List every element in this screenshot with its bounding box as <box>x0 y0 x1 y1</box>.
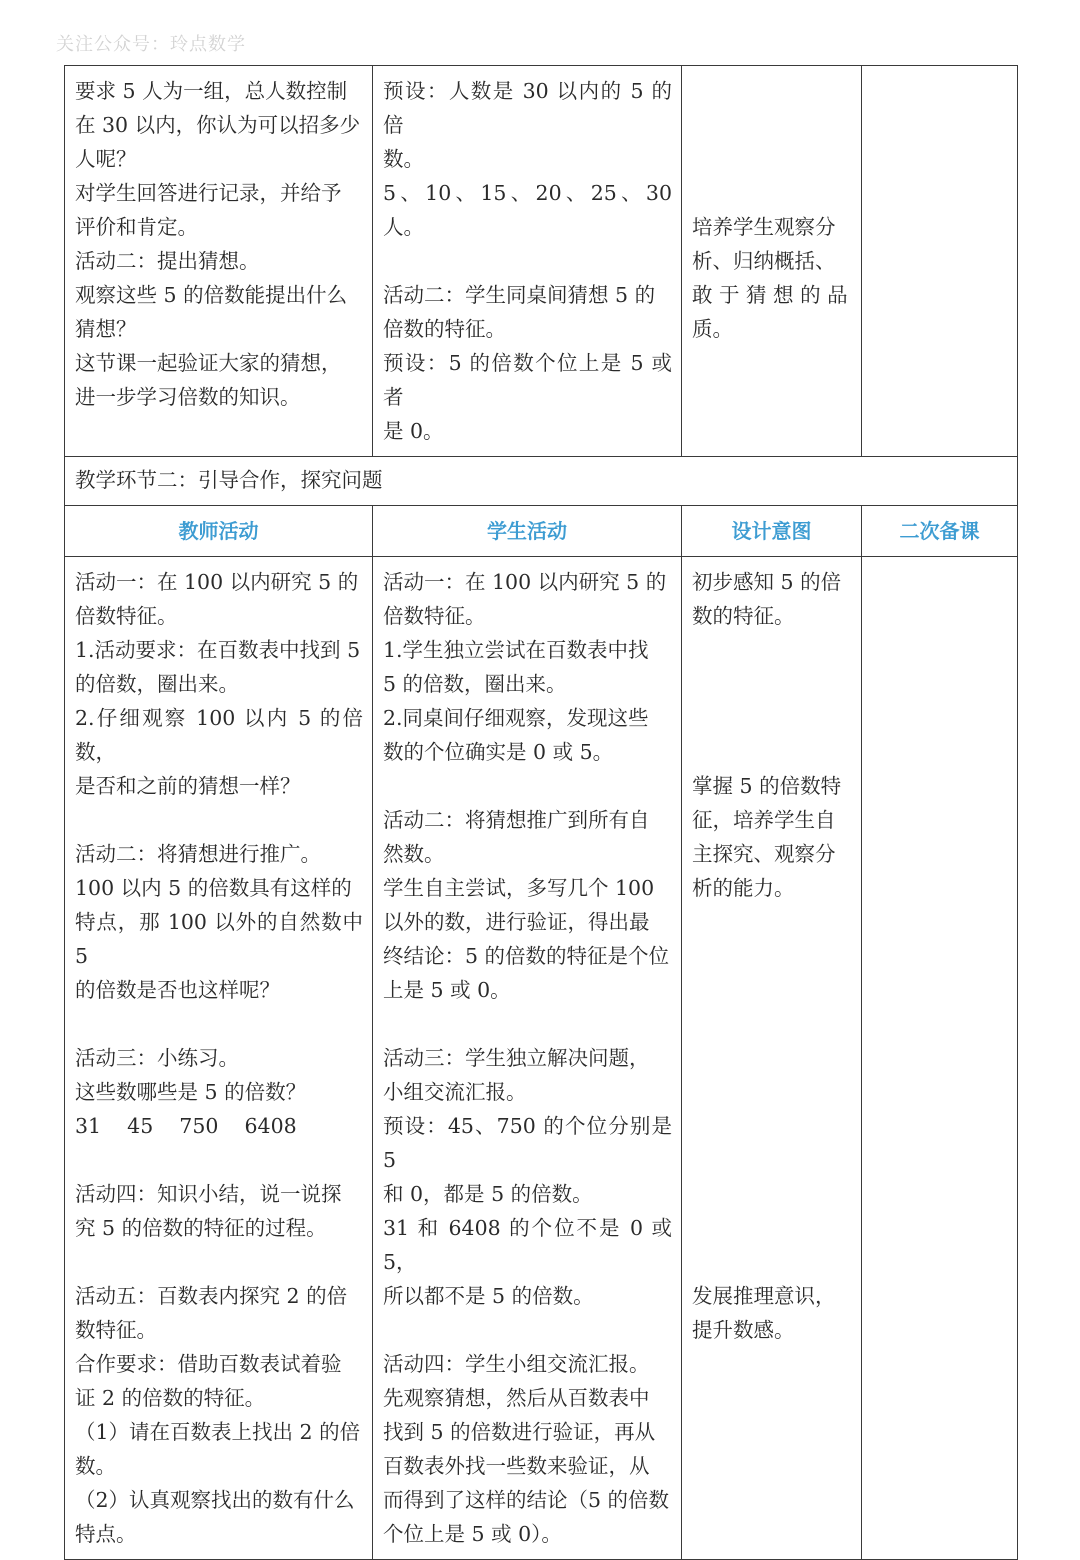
blank-line <box>75 1007 363 1041</box>
text-line: 的倍数，圈出来。 <box>75 672 239 696</box>
teacher-activity-cell <box>65 66 373 457</box>
text-line: 活动一：在 100 以内研究 5 的 <box>75 570 359 594</box>
design-intent-cell <box>682 66 862 457</box>
text-line: 终结论：5 的倍数的特征是个位 <box>383 944 670 968</box>
text-line: 而得到了这样的结论（5 的倍数 <box>383 1488 670 1512</box>
text-line: 预设：45、750 的个位分别是 5 <box>383 1114 679 1172</box>
text-line: 主探究、观察分 <box>692 842 836 866</box>
header-secondary-prep: 二次备课 <box>862 506 1018 557</box>
student-activity-cell <box>373 66 682 457</box>
blank-line <box>383 1007 672 1041</box>
text-line: 这节课一起验证大家的猜想， <box>75 351 342 375</box>
text-line: 是 0。 <box>383 419 444 443</box>
text-line: 所以都不是 5 的倍数。 <box>383 1284 594 1308</box>
text-line: 掌握 5 的倍数特 <box>692 774 842 798</box>
text-line: 证 2 的倍数的特征。 <box>75 1386 266 1410</box>
text-line: 析的能力。 <box>692 876 795 900</box>
watermark-text: 关注公众号：玲点数学 <box>56 34 246 55</box>
text-line: （1）请在百数表上找出 2 的倍 <box>75 1420 361 1444</box>
blank-line <box>692 1109 852 1143</box>
text-line: 培养学生观察分 <box>692 215 836 239</box>
text-line: 上是 5 或 0。 <box>383 978 511 1002</box>
secondary-prep-cell <box>862 66 1018 457</box>
text-line: 31 和 6408 的个位不是 0 或 5， <box>383 1216 679 1274</box>
blank-line <box>692 74 852 108</box>
blank-line <box>692 905 852 939</box>
text-line: 猜想？ <box>75 317 137 341</box>
text-line: 活动四：学生小组交流汇报。 <box>383 1352 650 1376</box>
blank-line <box>692 1211 852 1245</box>
text-line: 数。 <box>383 147 424 171</box>
text-line: 活动四：知识小结，说一说探 <box>75 1182 342 1206</box>
blank-line <box>692 701 852 735</box>
text-line: 活动二：将猜想进行推广。 <box>75 842 321 866</box>
text-line: 2.同桌间仔细观察，发现这些 <box>383 706 649 730</box>
text-line: 和 0，都是 5 的倍数。 <box>383 1182 593 1206</box>
blank-line <box>692 1143 852 1177</box>
text-line: 活动二：提出猜想。 <box>75 249 260 273</box>
text-line: 特点，那 100 以外的自然数中 5 <box>75 910 370 968</box>
text-line: 合作要求：借助百数表试着验 <box>75 1352 342 1376</box>
blank-line <box>75 1143 363 1177</box>
text-line: 2.仔细观察 100 以内 5 的倍数， <box>75 706 363 764</box>
text-line: 特点。 <box>75 1522 137 1546</box>
text-line: 100 以内 5 的倍数具有这样的 <box>75 876 352 900</box>
text-line: 活动二：学生同桌间猜想 5 的 <box>383 283 656 307</box>
text-line: 析、归纳概括、 <box>692 249 836 273</box>
blank-line <box>692 1245 852 1279</box>
teacher-activity-cell <box>65 557 373 1560</box>
text-line: 倍数特征。 <box>383 604 486 628</box>
text-line: 5、10、15、20、25、30 人。 <box>383 181 679 239</box>
text-line: 倍数的特征。 <box>383 317 506 341</box>
text-line: 31 45 750 6408 <box>75 1114 297 1138</box>
blank-line <box>692 633 852 667</box>
text-line: 究 5 的倍数的特征的过程。 <box>75 1216 327 1240</box>
blank-line <box>383 769 672 803</box>
text-line: 活动五：百数表内探究 2 的倍 <box>75 1284 348 1308</box>
text-line: 是否和之前的猜想一样？ <box>75 774 301 798</box>
blank-line <box>75 1245 363 1279</box>
text-line: 要求 5 人为一组，总人数控制 <box>75 79 348 103</box>
text-line: 然数。 <box>383 842 445 866</box>
text-line: 预设：5 的倍数个位上是 5 或者 <box>383 351 672 409</box>
blank-line <box>75 803 363 837</box>
text-line: 敢 于 猜 想 的 品 <box>692 283 848 307</box>
section-row <box>65 457 1018 506</box>
text-line: 数。 <box>75 1454 116 1478</box>
text-line: 个位上是 5 或 0）。 <box>383 1522 562 1546</box>
blank-line <box>383 244 672 278</box>
header-row <box>65 506 1018 557</box>
text-line: 小组交流汇报。 <box>383 1080 527 1104</box>
table-row-activities <box>65 557 1018 1560</box>
text-line: 提升数感。 <box>692 1318 795 1342</box>
text-line: 活动三：学生独立解决问题， <box>383 1046 650 1070</box>
text-line: 在 30 以内，你认为可以招多少 <box>75 113 361 137</box>
lesson-plan-table <box>64 65 1018 1560</box>
blank-line <box>692 1041 852 1075</box>
text-line: 先观察猜想，然后从百数表中 <box>383 1386 650 1410</box>
text-line: 5 的倍数，圈出来。 <box>383 672 567 696</box>
text-line: 进一步学习倍数的知识。 <box>75 385 301 409</box>
blank-line <box>692 176 852 210</box>
text-line: 评价和肯定。 <box>75 215 198 239</box>
text-line: 学生自主尝试，多写几个 100 <box>383 876 655 900</box>
header-student-activity: 学生活动 <box>373 506 682 557</box>
text-line: 发展推理意识， <box>692 1284 836 1308</box>
blank-line <box>692 973 852 1007</box>
blank-line <box>692 108 852 142</box>
text-line: 数特征。 <box>75 1318 157 1342</box>
text-line: 活动二：将猜想推广到所有自 <box>383 808 650 832</box>
blank-line <box>692 1007 852 1041</box>
text-line: 数的特征。 <box>692 604 795 628</box>
text-line: 观察这些 5 的倍数能提出什么 <box>75 283 348 307</box>
student-activity-cell <box>373 557 682 1560</box>
text-line: 以外的数，进行验证，得出最 <box>383 910 650 934</box>
blank-line <box>692 735 852 769</box>
header-teacher-activity: 教师活动 <box>65 506 373 557</box>
text-line: 预设：人数是 30 以内的 5 的倍 <box>383 79 672 137</box>
text-line: 活动三：小练习。 <box>75 1046 239 1070</box>
text-line: 1.学生独立尝试在百数表中找 <box>383 638 649 662</box>
blank-line <box>692 939 852 973</box>
text-line: 对学生回答进行记录，并给予 <box>75 181 342 205</box>
blank-line <box>692 1177 852 1211</box>
table-row-continuation <box>65 66 1018 457</box>
text-line: 质。 <box>692 317 733 341</box>
text-line: 数的个位确实是 0 或 5。 <box>383 740 614 764</box>
text-line: 活动一：在 100 以内研究 5 的 <box>383 570 667 594</box>
text-line: （2）认真观察找出的数有什么 <box>75 1488 355 1512</box>
text-line: 1.活动要求：在百数表中找到 5 <box>75 638 361 662</box>
text-line: 倍数特征。 <box>75 604 178 628</box>
blank-line <box>692 1075 852 1109</box>
design-intent-cell <box>682 557 862 1560</box>
text-line: 初步感知 5 的倍 <box>692 570 842 594</box>
header-design-intent: 设计意图 <box>682 506 862 557</box>
text-line: 这些数哪些是 5 的倍数？ <box>75 1080 307 1104</box>
text-line: 人呢？ <box>75 147 137 171</box>
secondary-prep-cell <box>862 557 1018 1560</box>
text-line: 找到 5 的倍数进行验证，再从 <box>383 1420 656 1444</box>
text-line: 的倍数是否也这样呢？ <box>75 978 280 1002</box>
blank-line <box>383 1313 672 1347</box>
blank-line <box>692 142 852 176</box>
section-title: 教学环节二：引导合作，探究问题 <box>65 457 1018 506</box>
text-line: 征，培养学生自 <box>692 808 836 832</box>
text-line: 百数表外找一些数来验证，从 <box>383 1454 650 1478</box>
blank-line <box>692 667 852 701</box>
